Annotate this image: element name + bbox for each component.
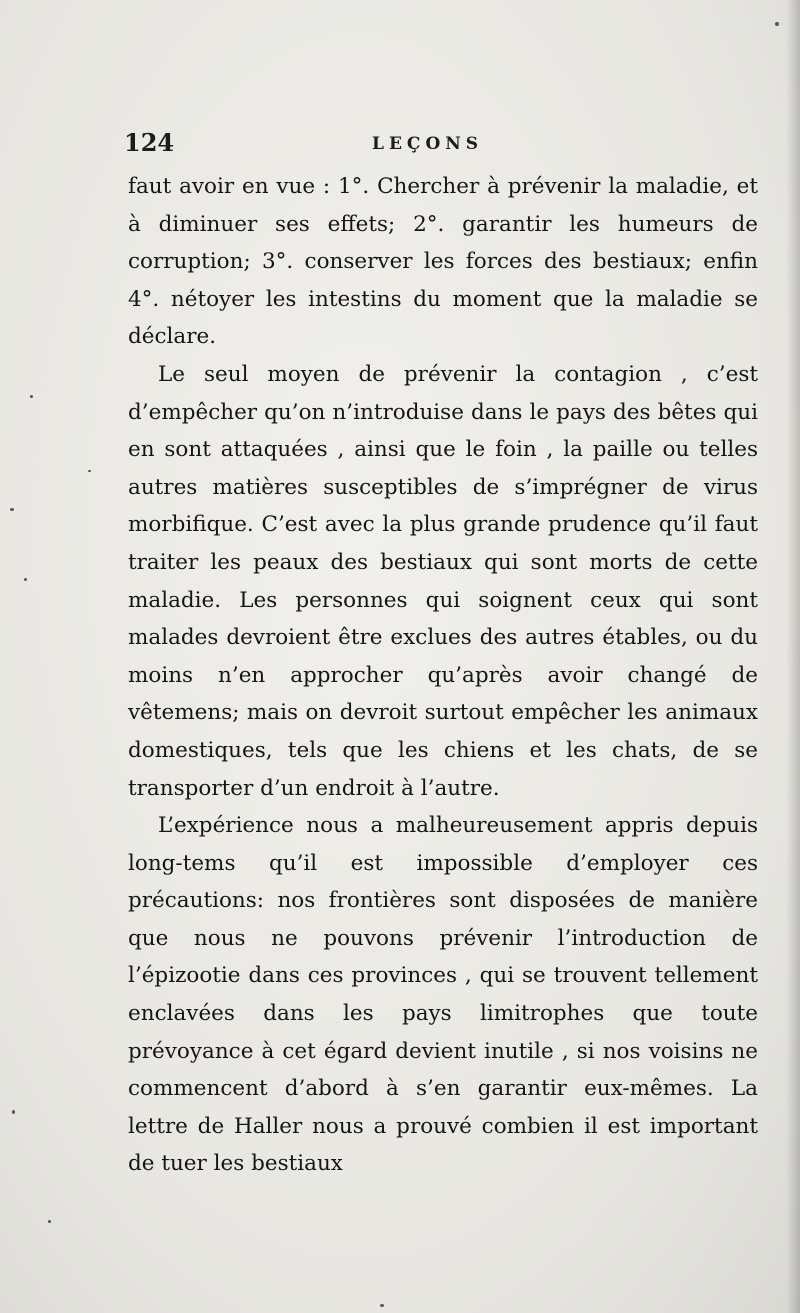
speck [48,1220,51,1223]
speck [380,1304,384,1307]
paragraph-3: L’expérience nous a malheureusement appris depuis long-tems qu’il est impossible d’employer ces précautions: nos frontières sont disposées de manière que nous ne pouvons prévenir l’introduction de l’épizootie dans ces provinces , qui se trouvent tellement enclavées dans les pays limitrophes que toute prévoyance à cet égard devient inutile , si nos voisins ne commencent d’abord à s’en garantir eux-mêmes. La lettre de Haller nous a prouvé combien il est important de tuer les bestiaux [128,813,758,1177]
page-number: 124 [124,128,175,157]
page-header [124,128,764,164]
speck [775,22,779,26]
speck [24,578,27,581]
speck [12,1110,15,1114]
page-edge-shadow [786,0,800,1313]
body-text [128,168,758,1183]
paragraph-1: faut avoir en vue : 1°. Chercher à prévenir la maladie, et à diminuer ses effets; 2°. garantir les humeurs de corruption; 3°. conserver les forces des bestiaux; enfin 4°. nétoyer les intestins du moment que la maladie se déclare. [128,174,758,350]
paragraph-2: Le seul moyen de prévenir la contagion , c’est d’empêcher qu’on n’introduise dans le pays des bêtes qui en sont attaquées , ainsi que le foin , la paille ou telles autres matières susceptibles de s’imprégner de virus morbifique. C’est avec la plus grande prudence qu’il faut traiter les peaux des bestiaux qui sont morts de cette maladie. Les personnes qui soignent ceux qui sont malades devroient être exclues des autres étables, ou du moins n’en approcher qu’après avoir changé de vêtemens; mais on devroit surtout empêcher les animaux domestiques, tels que les chiens et les chats, de se transporter d’un endroit à l’autre. [128,361,758,801]
speck [30,395,33,398]
running-head: LEÇONS [372,134,484,154]
speck [10,508,14,511]
speck [88,470,91,472]
